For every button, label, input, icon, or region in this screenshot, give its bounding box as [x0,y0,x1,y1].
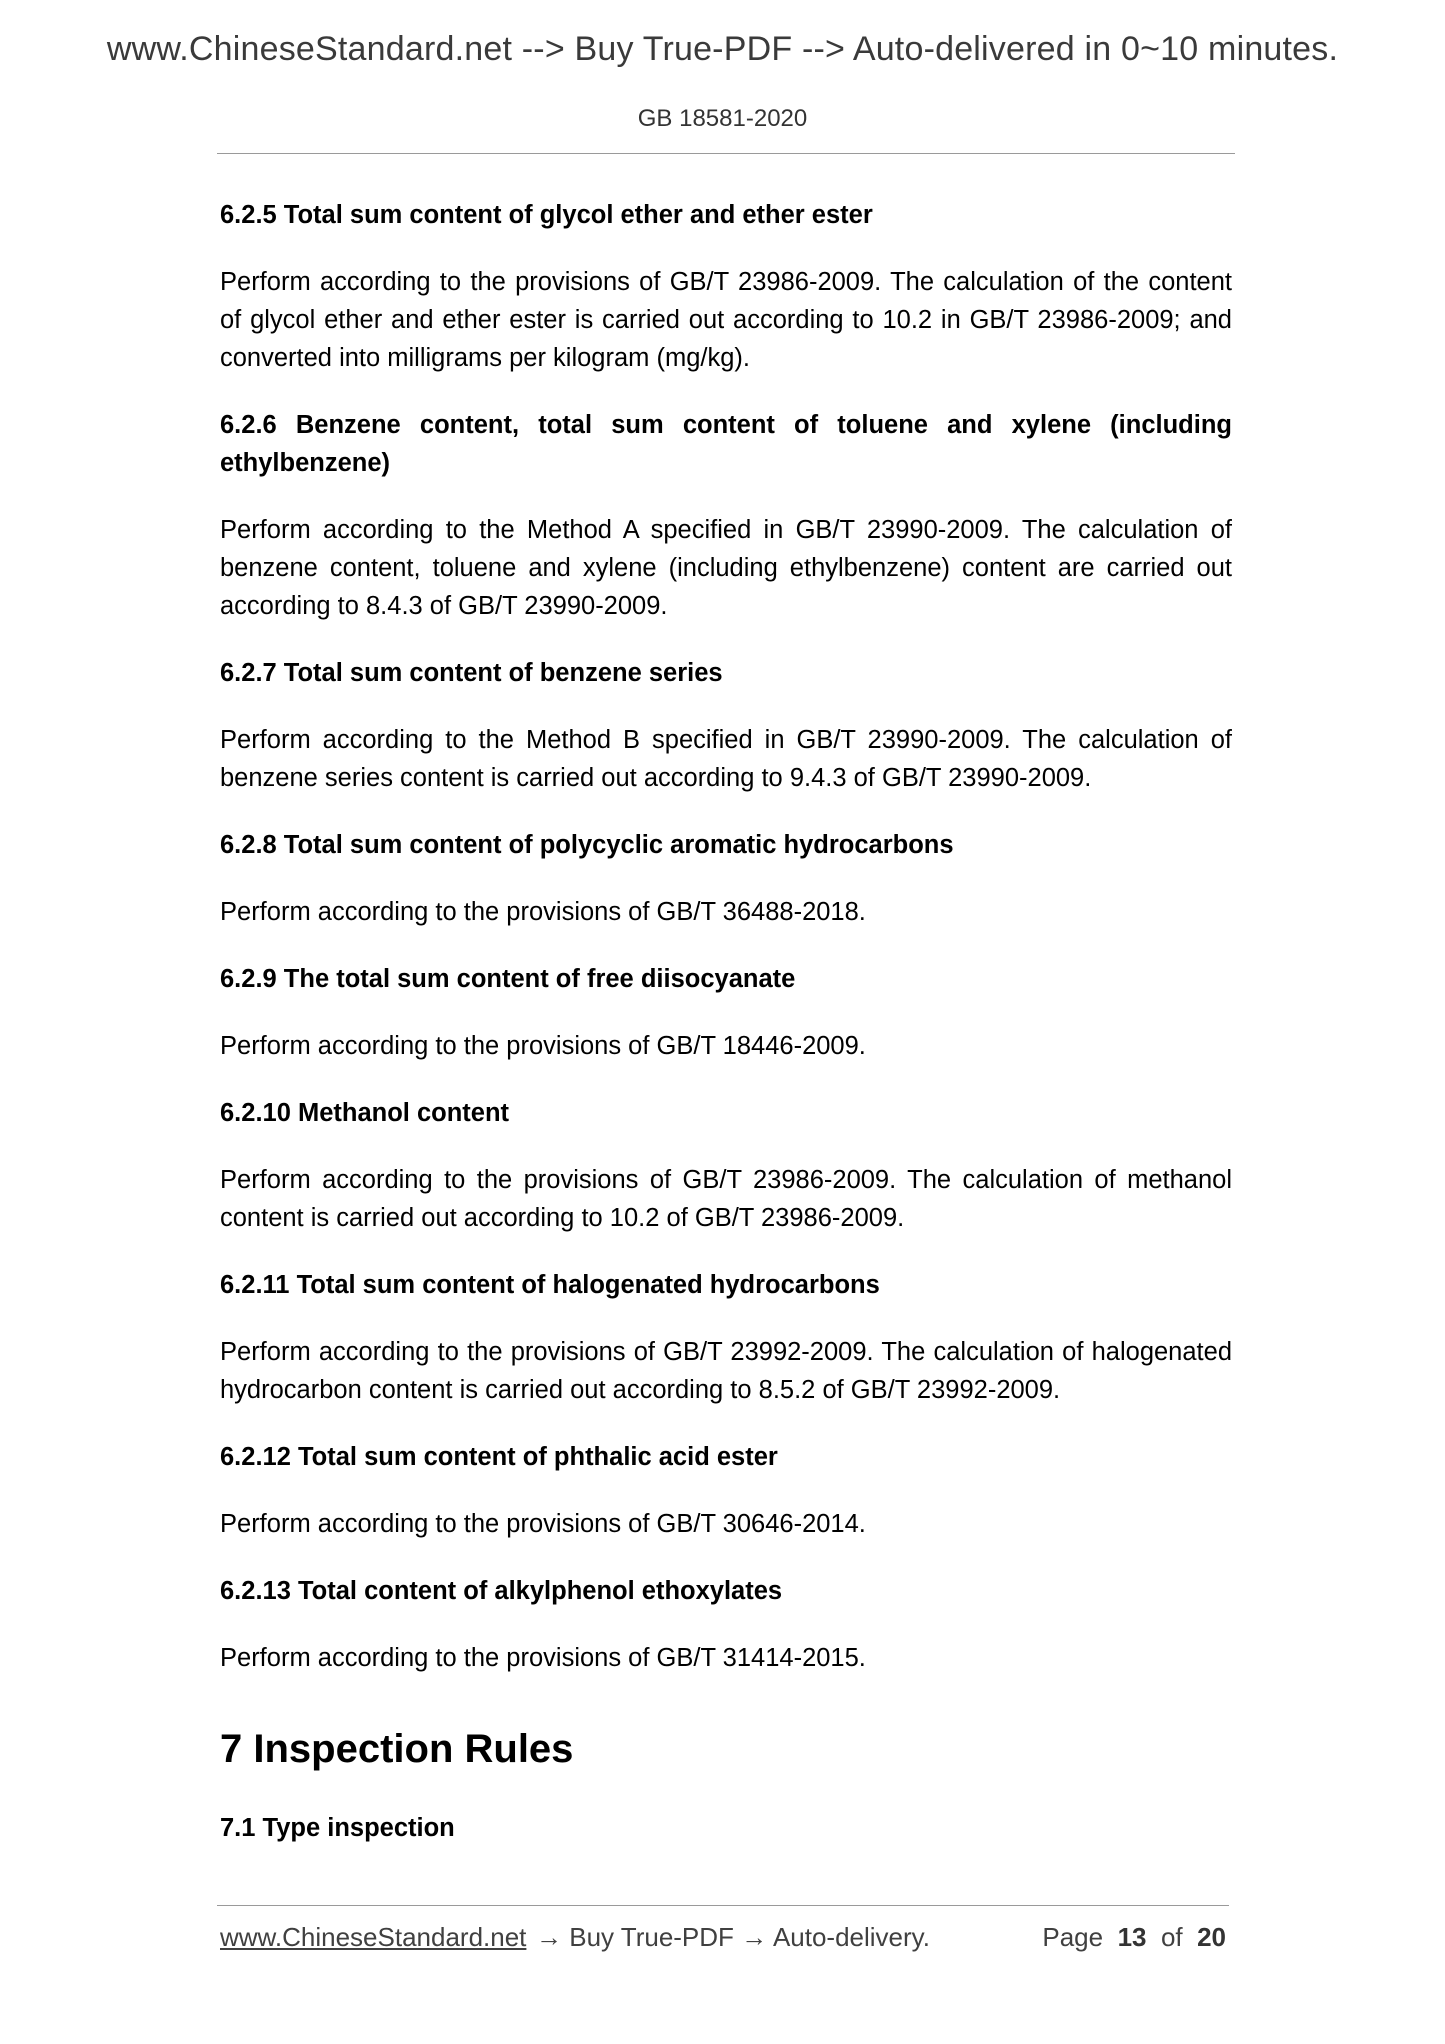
subsection-heading: 7.1 Type inspection [220,1814,455,1842]
page-current: 13 [1117,1922,1147,1952]
section-paragraph: Perform according to the Method B specified in GB/T 23990-2009. The calculation of benzene series content is carried out according to 9.4.3 of GB/T 23990-2009. [220,726,1232,792]
section-6-2-10 [220,1094,1232,1237]
section-paragraph: Perform according to the provisions of GB/T 18446-2009. [220,1032,866,1060]
section-heading: 6.2.12 Total sum content of phthalic acid ester [220,1443,778,1471]
section-heading: 6.2.8 Total sum content of polycyclic aromatic hydrocarbons [220,831,954,859]
section-6-2-8 [220,826,1232,931]
page-indicator [1042,1922,1226,1953]
section-6-2-6 [220,406,1232,625]
section-heading: 6.2.10 Methanol content [220,1099,510,1127]
footer-site-link[interactable]: www.ChineseStandard.net [220,1922,527,1952]
of-word: of [1160,1922,1183,1952]
site-banner: www.ChineseStandard.net --> Buy True-PDF --> Auto-delivered in 0~10 minutes. [106,30,1339,68]
footer-divider [217,1905,1229,1906]
section-6-2-9 [220,960,1232,1065]
standard-code: GB 18581-2020 [637,105,808,132]
section-heading: 6.2.9 The total sum content of free diisocyanate [220,965,796,993]
section-heading: 6.2.5 Total sum content of glycol ether and ether ester [220,201,873,229]
section-heading: 6.2.7 Total sum content of benzene series [220,659,723,687]
section-heading: 6.2.11 Total sum content of halogenated hydrocarbons [220,1271,880,1299]
section-6-2-5 [220,196,1232,377]
section-6-2-7 [220,654,1232,797]
section-paragraph: Perform according to the provisions of GB/T 23992-2009. The calculation of halogenated hydrocarbon content is carried out according to 8.5.2 of GB/T 23992-2009. [220,1338,1232,1404]
chapter-title: 7 Inspection Rules [220,1727,574,1771]
section-paragraph: Perform according to the Method A specified in GB/T 23990-2009. The calculation of benzene content, toluene and xylene (including ethylbenzene) content are carried out according to 8.4.3 of GB/T 23990-2009. [220,516,1232,620]
header-divider [217,153,1235,154]
page-word: Page [1042,1922,1104,1952]
section-heading: 6.2.6 Benzene content, total sum content of toluene and xylene (including ethylbenzene) [220,411,1232,477]
page-footer [220,1922,1230,1956]
footer-tagline: → Buy True-PDF → Auto-delivery. [536,1922,930,1952]
section-6-2-11 [220,1266,1232,1409]
section-heading: 6.2.13 Total content of alkylphenol ethoxylates [220,1577,783,1605]
section-paragraph: Perform according to the provisions of GB/T 36488-2018. [220,898,866,926]
section-paragraph: Perform according to the provisions of GB/T 30646-2014. [220,1510,866,1538]
document-body [220,196,1232,1876]
section-6-2-13 [220,1572,1232,1677]
page-total: 20 [1197,1922,1226,1952]
section-paragraph: Perform according to the provisions of GB/T 23986-2009. The calculation of the content of glycol ether and ether ester is carried out according to 10.2 in GB/T 23986-2009; and converted into milligrams per kilogram (mg/kg). [220,268,1232,372]
section-6-2-12 [220,1438,1232,1543]
section-paragraph: Perform according to the provisions of GB/T 31414-2015. [220,1644,866,1672]
section-paragraph: Perform according to the provisions of GB/T 23986-2009. The calculation of methanol content is carried out according to 10.2 of GB/T 23986-2009. [220,1166,1232,1232]
